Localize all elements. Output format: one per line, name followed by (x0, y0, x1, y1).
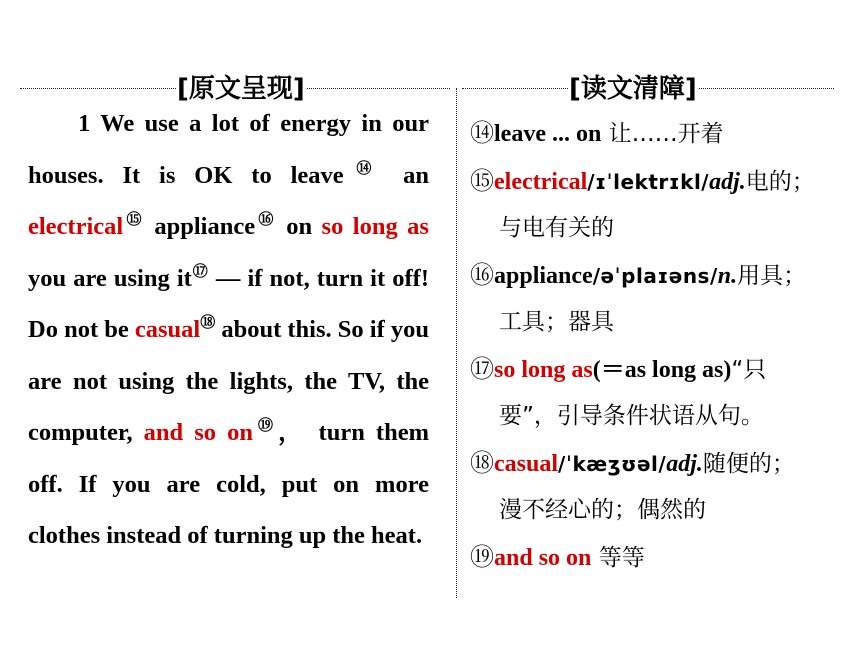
note-part-of-speech: adj. (666, 450, 703, 477)
note-entry-15 (470, 158, 850, 206)
note-term: casual (494, 450, 559, 477)
original-passage (28, 98, 429, 562)
note-phonetic: /ˈkæʒʊəl/ (558, 451, 667, 476)
note-number: ⑮ (470, 166, 494, 195)
passage-text: appliance (144, 213, 256, 240)
note-number: ⑲ (470, 542, 494, 571)
passage-text: ， turn them off. If you are cold, put on more clothes instead of turning up the heat. (28, 419, 429, 549)
note-entry-14 (470, 110, 850, 158)
note-meaning-continued: 工具；器具 (499, 309, 614, 335)
passage-text: you are using it (28, 264, 192, 292)
note-number: ⑯ (470, 260, 494, 289)
note-term: so long as (494, 356, 593, 383)
note-entry-19 (470, 534, 850, 582)
note-term: electrical (494, 168, 588, 195)
note-phonetic: /ɪˈlektrɪkl/ (587, 169, 710, 194)
note-term: and so on (494, 544, 592, 571)
note-number: ⑭ (470, 119, 494, 147)
note-synonym: (＝as long as) (592, 356, 732, 383)
passage-text: 1 We use a lot of energy in our houses. It is OK to leave (28, 110, 429, 189)
passage-paragraph (28, 98, 429, 562)
note-meaning: 用具； (737, 262, 807, 289)
note-term: leave ... on (494, 121, 602, 147)
heading-original-text: [原文呈现] (177, 74, 305, 104)
note-number: ⑰ (470, 354, 494, 383)
key-word-and-so-on: and so on (143, 419, 254, 446)
note-marker-15: ⑮ (123, 212, 145, 228)
note-meaning: 让……开着 (601, 121, 724, 147)
note-marker-14: ⑭ (343, 160, 385, 177)
note-part-of-speech: n. (717, 262, 738, 289)
note-marker-18: ⑱ (200, 315, 216, 331)
note-number: ⑱ (470, 448, 494, 477)
note-meaning-continued: 与电有关的 (499, 215, 614, 241)
reading-notes (470, 110, 850, 581)
note-entry-17 (470, 346, 850, 394)
note-meaning: “只 (731, 356, 767, 383)
key-word-electrical: electrical (28, 213, 124, 240)
note-meaning: 等等 (591, 544, 645, 571)
note-meaning: 电的； (745, 168, 815, 195)
passage-text: about this. So if you are not using the lights, the TV, the computer, (28, 316, 429, 446)
note-entry-16 (470, 252, 850, 300)
passage-text: — if not, turn it off! Do not be (28, 264, 429, 343)
note-phonetic: /əˈplaɪəns/ (592, 263, 718, 288)
note-entry-18 (470, 440, 850, 488)
heading-reading-notes: [读文清障] (569, 74, 697, 104)
note-meaning: 随便的； (702, 450, 795, 477)
passage-text: an (384, 161, 429, 189)
note-meaning-continued: 要”，引导条件状语从句。 (499, 403, 764, 429)
key-word-so-long-as: so long as (321, 213, 429, 240)
note-meaning-continued: 漫不经心的；偶然的 (499, 497, 706, 523)
key-word-casual: casual (134, 316, 201, 343)
note-term: appliance (494, 262, 593, 289)
note-marker-19: ⑲ (253, 418, 278, 434)
note-marker-16: ⑯ (255, 212, 277, 228)
note-part-of-speech: adj. (709, 168, 746, 195)
note-marker-17: ⑰ (191, 263, 209, 280)
column-divider (456, 88, 457, 598)
passage-text: on (276, 213, 322, 240)
